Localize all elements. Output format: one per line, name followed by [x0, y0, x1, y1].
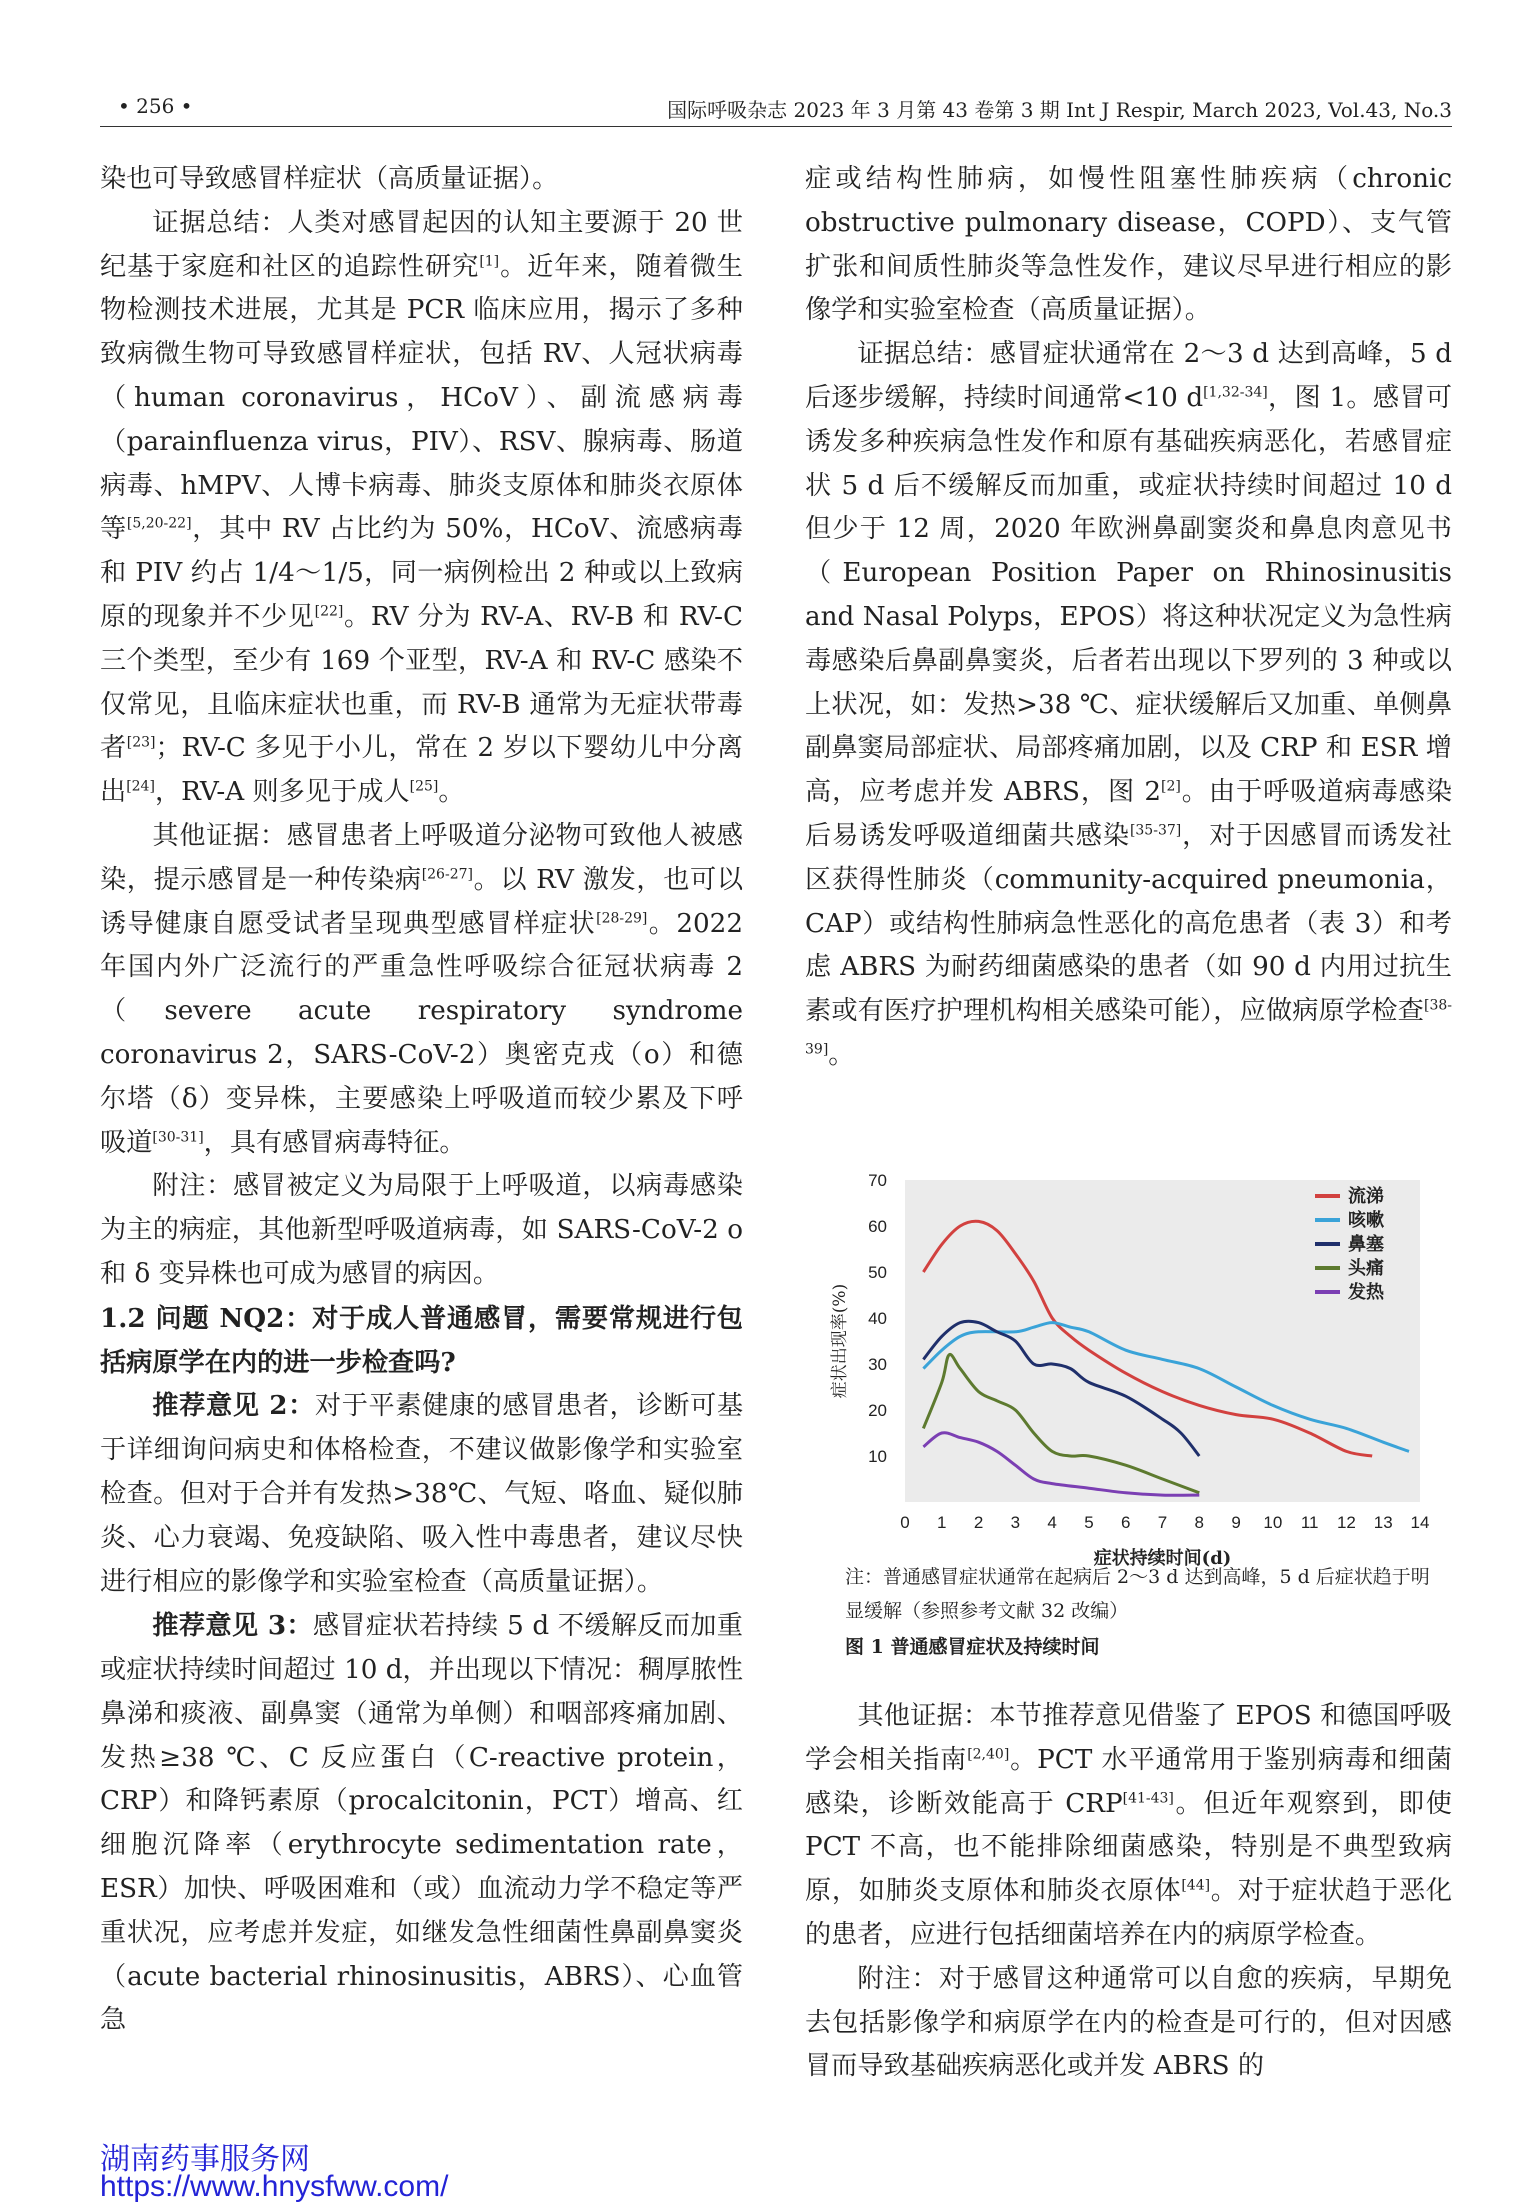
x-tick-label: 11 — [1300, 1513, 1319, 1532]
figure-caption: 图 1 普通感冒症状及持续时间 — [845, 1636, 1100, 1658]
paragraph: 附注：对于感冒这种通常可以自愈的疾病，早期免去包括影像学和病原学在内的检查是可行的，但对因感冒而导致基础疾病恶化或并发 ABRS 的 — [805, 1963, 1452, 2082]
paragraph: 染也可导致感冒样症状（高质量证据）。 — [100, 164, 559, 194]
y-axis-label: 症状出现率(%) — [830, 1283, 850, 1399]
page-number: • 256 • — [118, 94, 193, 118]
x-tick-label: 5 — [1084, 1513, 1094, 1532]
y-tick-label: 10 — [868, 1447, 887, 1466]
paragraph: 证据总结：人类对感冒起因的认知主要源于 20 世纪基于家庭和社区的追踪性研究[1]。近年来，随着微生物检测技术进展，尤其是 PCR 临床应用，揭示了多种致病微生物可导致感冒样症状，包括 RV、人冠状病毒（human coronavirus，HCoV）、副流感病毒（parainfluenza virus，PIV）、RSV、腺病毒、肠道病毒、hMPV、人博卡病毒、肺炎支原体和肺炎衣原体等[5,20-22]，其中 RV 占比约为 50%，HCoV、流感病毒和 PIV 约占 1/4～1/5，同一病例检出 2 种或以上致病原的现象并不少见[22]。RV 分为 RV-A、RV-B 和 RV-C 三个类型，至少有 169 个亚型，RV-A 和 RV-C 感染不仅常见，且临床症状也重，而 RV-B 通常为无症状带毒者[23]；RV-C 多见于小儿，常在 2 岁以下婴幼儿中分离出[24]，RV-A 则多见于成人[25]。 — [100, 207, 743, 808]
paragraph: 证据总结：感冒症状通常在 2～3 d 达到高峰，5 d 后逐步缓解，持续时间通常<10 d[1,32-34]，图 1。感冒可诱发多种疾病急性发作和原有基础疾病恶化，若感冒症状 5 d 后不缓解反而加重，或症状持续时间超过 10 d 但少于 12 周，2020 年欧洲鼻副窦炎和鼻息肉意见书（European Position Paper on Rhinosinusitis and Nasal Polyps，EPOS）将这种状况定义为急性病毒感染后鼻副鼻窦炎，后者若出现以下罗列的 3 种或以上状况，如：发热>38 ℃、症状缓解后又加重、单侧鼻副鼻窦局部症状、局部疼痛加剧，以及 CRP 和 ESR 增高，应考虑并发 ABRS，图 2[2]。由于呼吸道病毒感染后易诱发呼吸道细菌共感染[35-37]，对于因感冒而诱发社区获得性肺炎（community-acquired pneumonia，CAP）或结构性肺病急性恶化的高危患者（表 3）和考虑 ABRS 为耐药细菌感染的患者（如 90 d 内用过抗生素或有医疗护理机构相关感染可能），应做病原学检查[38-39]。 — [805, 339, 1453, 1070]
x-axis-label: 症状持续时间(d) — [1093, 1548, 1232, 1569]
y-tick-label: 50 — [868, 1263, 887, 1282]
recommendation-2: 推荐意见 2：对于平素健康的感冒患者，诊断可基于详细询问病史和体格检查，不建议做影像学和实验室检查。但对于合并有发热>38℃、气短、咯血、疑似肺炎、心力衰竭、免疫缺陷、吸入性中毒患者，建议尽快进行相应的影像学和实验室检查（高质量证据）。 — [100, 1390, 744, 1597]
x-tick-label: 2 — [973, 1513, 984, 1532]
x-tick-label: 10 — [1263, 1513, 1283, 1532]
x-tick-label: 7 — [1157, 1513, 1168, 1532]
x-tick-label: 6 — [1120, 1513, 1131, 1532]
x-tick-label: 9 — [1231, 1513, 1241, 1532]
paragraph: 附注：感冒被定义为局限于上呼吸道，以病毒感染为主的病症，其他新型呼吸道病毒，如 SARS-CoV-2 ο 和 δ 变异株也可成为感冒的病因。 — [100, 1171, 743, 1289]
figure-note: 注：普通感冒症状通常在起病后 2～3 d 达到高峰，5 d 后症状趋于明显缓解（参照参考文献 32 改编） — [845, 1566, 1430, 1622]
watermark-url[interactable]: https://www.hnysfww.com/ — [100, 2170, 449, 2203]
header-rule — [100, 126, 1452, 127]
right-column-top — [805, 158, 1452, 1078]
x-tick-label: 8 — [1194, 1513, 1205, 1532]
legend-label: 头痛 — [1348, 1258, 1384, 1279]
x-tick-label: 1 — [937, 1513, 947, 1532]
section-heading: 1.2 问题 NQ2：对于成人普通感冒，需要常规进行包括病原学在内的进一步检查吗? — [100, 1302, 743, 1378]
x-tick-label: 3 — [1010, 1513, 1021, 1532]
x-tick-label: 12 — [1336, 1513, 1356, 1532]
y-tick-label: 20 — [868, 1401, 887, 1420]
y-tick-label: 40 — [868, 1309, 887, 1328]
paragraph: 其他证据：本节推荐意见借鉴了 EPOS 和德国呼吸学会相关指南[2,40]。PCT 水平通常用于鉴别病毒和细菌感染，诊断效能高于 CRP[41-43]。但近年观察到，即使 PCT 不高，也不能排除细菌感染，特别是不典型致病原，如肺炎支原体和肺炎衣原体[44]。对于症状趋于恶化的患者，应进行包括细菌培养在内的病原学检查。 — [805, 1701, 1453, 1950]
plot-area — [905, 1180, 1420, 1502]
recommendation-3: 推荐意见 3：感冒症状若持续 5 d 不缓解反而加重或症状持续时间超过 10 d，并出现以下情况：稠厚脓性鼻涕和痰液、副鼻窦（通常为单侧）和咽部疼痛加剧、发热≥38 ℃、C 反应蛋白（C-reactive protein，CRP）和降钙素原（procalcitonin，PCT）增高、红细胞沉降率（erythrocyte sedimentation rate，ESR）加快、呼吸困难和（或）血流动力学不稳定等严重状况，应考虑并发症，如继发急性细菌性鼻副鼻窦炎（acute bacterial rhinosinusitis，ABRS）、心血管急 — [100, 1610, 743, 2036]
x-tick-label: 13 — [1373, 1513, 1393, 1532]
legend-label: 发热 — [1348, 1282, 1384, 1303]
journal-header: 国际呼吸杂志 2023 年 3 月第 43 卷第 3 期 Int J Respir, March 2023, Vol.43, No.3 — [667, 98, 1452, 122]
left-column — [100, 158, 743, 2043]
y-tick-label: 60 — [868, 1217, 887, 1236]
x-tick-label: 14 — [1410, 1513, 1430, 1532]
legend-label: 鼻塞 — [1348, 1234, 1384, 1255]
watermark-site-name: 湖南药事服务网 — [100, 2143, 310, 2176]
x-tick-label: 0 — [900, 1513, 910, 1532]
y-tick-label: 70 — [868, 1171, 887, 1190]
paragraph: 症或结构性肺病，如慢性阻塞性肺疾病（chronic obstructive pulmonary disease，COPD）、支气管扩张和间质性肺炎等急性发作，建议尽早进行相应的影像学和实验室检查（高质量证据）。 — [805, 164, 1452, 326]
x-tick-label: 4 — [1047, 1513, 1057, 1532]
y-tick-label: 30 — [868, 1355, 887, 1374]
legend-label: 咳嗽 — [1348, 1210, 1384, 1231]
legend-label: 流涕 — [1348, 1186, 1384, 1207]
paragraph: 其他证据：感冒患者上呼吸道分泌物可致他人被感染，提示感冒是一种传染病[26-27]。以 RV 激发，也可以诱导健康自愿受试者呈现典型感冒样症状[28-29]。2022 年国内外广泛流行的严重急性呼吸综合征冠状病毒 2（severe acute respiratory syndrome coronavirus 2，SARS-CoV-2）奥密克戎（ο）和德尔塔（δ）变异株，主要感染上呼吸道而较少累及下呼吸道[30-31]，具有感冒病毒特征。 — [100, 820, 744, 1158]
right-column-bottom — [805, 1695, 1452, 2089]
